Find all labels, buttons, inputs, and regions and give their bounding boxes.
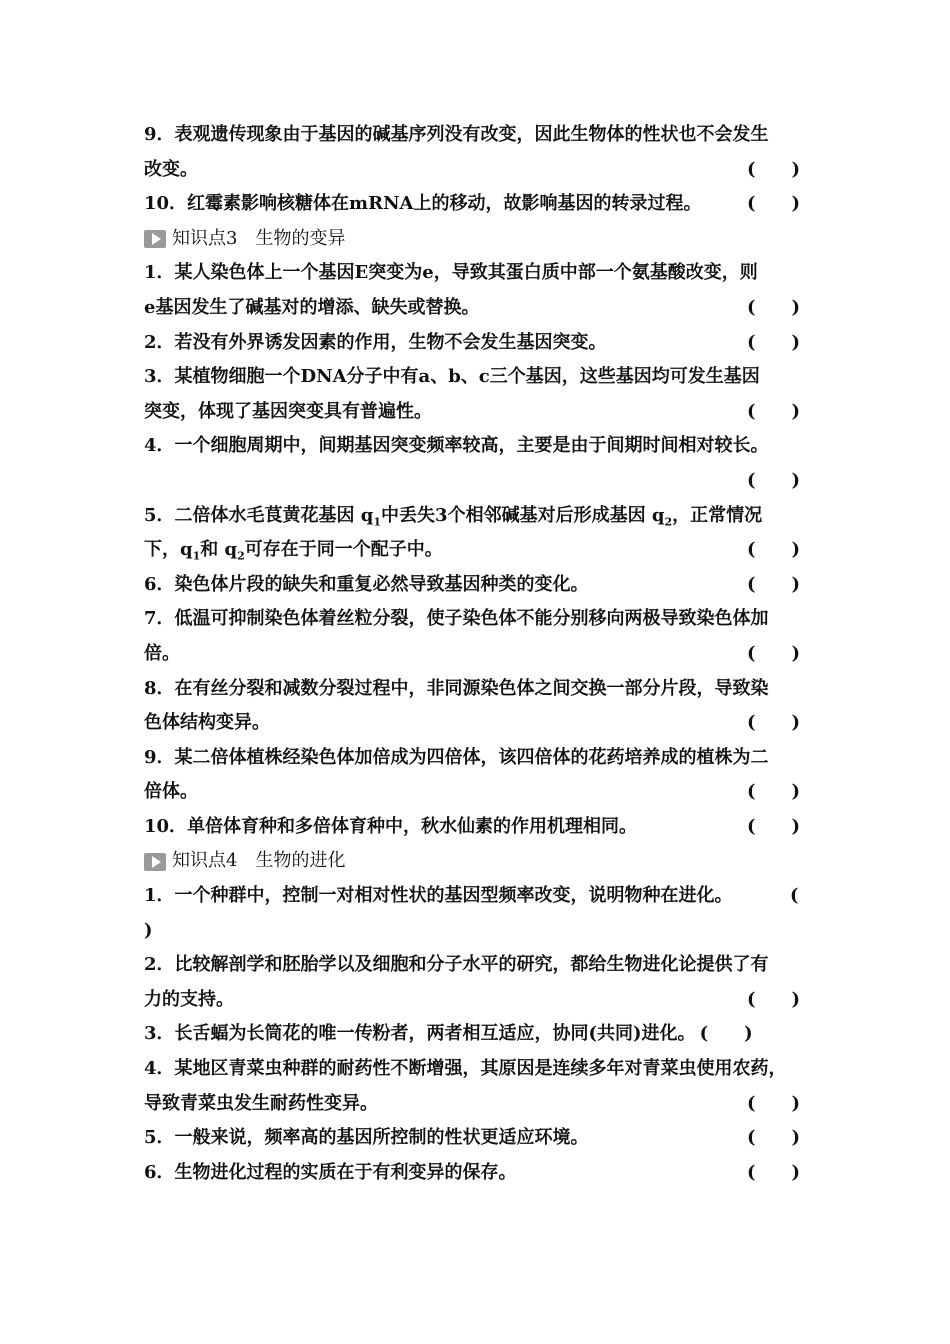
question-line (144, 291, 820, 326)
answer-blank[interactable]: ( ) (747, 469, 801, 491)
answer-blank[interactable]: ( ) (747, 158, 801, 180)
subscript: 2 (664, 515, 673, 529)
question-line (144, 672, 820, 707)
question-line (144, 395, 820, 430)
question-line (144, 153, 820, 188)
question-line (144, 1121, 820, 1156)
question-text: 在有丝分裂和减数分裂过程中，非同源染色体之间交换一部分片段，导致染 (174, 677, 769, 699)
question-text: 红霉素影响核糖体在mRNA上的移动，故影响基因的转录过程。 (187, 193, 702, 215)
question-number: 9． (144, 124, 175, 145)
question-line (144, 706, 820, 741)
answer-blank-open[interactable]: ( (790, 885, 799, 907)
question-text: 低温可抑制染色体着丝粒分裂，使子染色体不能分别移向两极导致染色体加 (174, 608, 769, 630)
section-title: 生物的进化 (255, 850, 346, 872)
question-line (144, 429, 820, 464)
question-text: 若没有外界诱发因素的作用，生物不会发生基因突变。 (174, 331, 607, 353)
answer-blank[interactable]: ( ) (747, 988, 801, 1010)
question-text: 色体结构变异。 (144, 712, 270, 734)
answer-blank[interactable]: ( ) (747, 815, 801, 837)
answer-blank[interactable]: ( ) (747, 193, 801, 215)
question-line (144, 464, 820, 499)
question-text: 表观遗传现象由于基因的碱基序列没有改变，因此生物体的性状也不会发生 (174, 124, 769, 145)
question-text: 改变。 (144, 158, 198, 180)
subscript: 1 (373, 515, 382, 529)
question-text: 力的支持。 (144, 988, 234, 1010)
answer-blank[interactable]: ( ) (747, 296, 801, 318)
subscript: 2 (237, 549, 245, 563)
question-number: 7． (144, 608, 175, 630)
question-number: 6． (144, 1161, 175, 1183)
document-body (144, 118, 820, 1190)
question-line (144, 256, 820, 291)
answer-blank[interactable]: ( ) (747, 1127, 801, 1149)
answer-blank[interactable]: ( ) (747, 331, 801, 353)
question-number: 5． (144, 1127, 175, 1149)
question-text: 倍。 (144, 642, 180, 664)
answer-blank[interactable]: ( ) (747, 1161, 801, 1183)
question-number: 5． (144, 504, 175, 526)
answer-blank[interactable]: ( ) (747, 712, 801, 734)
question-number: 10． (144, 815, 188, 837)
question-number: 6． (144, 573, 175, 595)
answer-blank-close[interactable]: ) (144, 919, 153, 941)
question-line (144, 1017, 820, 1052)
question-text: 某地区青菜虫种群的耐药性不断增强，其原因是连续多年对青菜虫使用农药， (174, 1058, 787, 1080)
question-number: 2． (144, 331, 175, 353)
question-line (144, 533, 820, 568)
question-number: 4． (144, 1058, 175, 1080)
question-line (144, 948, 820, 983)
question-line (144, 118, 820, 153)
question-line (144, 1052, 820, 1087)
question-text: 和 q (200, 539, 238, 561)
question-text: 某人染色体上一个基因E突变为e，导致其蛋白质中部一个氨基酸改变，则 (174, 262, 758, 284)
question-number: 10． (144, 193, 188, 215)
question-text: 可存在于同一个配子中。 (244, 539, 443, 561)
section-label: 知识点4 (172, 850, 238, 872)
question-text: e基因发生了碱基对的增添、缺失或替换。 (144, 296, 480, 318)
question-number: 1． (144, 262, 175, 284)
question-text: 二倍体水毛茛黄花基因 q (174, 504, 374, 526)
question-line (144, 983, 820, 1018)
section-heading (144, 222, 820, 257)
question-number: 4． (144, 435, 175, 457)
section-label: 知识点3 (172, 227, 238, 249)
question-text: 一个细胞周期中，间期基因突变频率较高，主要是由于间期时间相对较长。 (174, 435, 769, 457)
section-heading (144, 844, 820, 879)
question-text: 长舌蝠为长筒花的唯一传粉者，两者相互适应，协同(共同)进化。 (174, 1023, 696, 1045)
question-line (144, 499, 820, 534)
play-icon (144, 853, 166, 871)
question-line (144, 810, 820, 845)
question-number: 9． (144, 746, 175, 768)
question-line (144, 360, 820, 395)
play-icon (144, 230, 166, 248)
question-line (144, 637, 820, 672)
question-text: 一般来说，频率高的基因所控制的性状更适应环境。 (174, 1127, 589, 1149)
question-text: 某二倍体植株经染色体加倍成为四倍体，该四倍体的花药培养成的植株为二 (174, 746, 769, 768)
question-number: 2． (144, 954, 175, 976)
question-text: 一个种群中，控制一对相对性状的基因型频率改变，说明物种在进化。 (174, 885, 733, 907)
question-line (144, 879, 820, 914)
question-text: 中丢失3个相邻碱基对后形成基因 q (381, 504, 665, 526)
question-text: 倍体。 (144, 781, 198, 803)
question-number: 3． (144, 366, 175, 388)
question-line (144, 187, 820, 222)
answer-blank[interactable]: ( ) (747, 539, 801, 561)
question-text: 导致青菜虫发生耐药性变异。 (144, 1092, 378, 1114)
section-title: 生物的变异 (255, 227, 346, 249)
question-text: 染色体片段的缺失和重复必然导致基因种类的变化。 (174, 573, 589, 595)
question-text: ，正常情况 (672, 504, 763, 526)
answer-blank[interactable]: ( ) (747, 573, 801, 595)
answer-blank[interactable]: ( ) (699, 1023, 753, 1045)
question-line (144, 568, 820, 603)
question-text: 比较解剖学和胚胎学以及细胞和分子水平的研究，都给生物进化论提供了有 (174, 954, 769, 976)
question-number: 8． (144, 677, 175, 699)
answer-blank[interactable]: ( ) (747, 642, 801, 664)
question-text: 生物进化过程的实质在于有利变异的保存。 (174, 1161, 517, 1183)
question-text: 某植物细胞一个DNA分子中有a、b、c三个基因，这些基因均可发生基因 (174, 366, 760, 388)
question-text: 单倍体育种和多倍体育种中，秋水仙素的作用机理相同。 (187, 815, 638, 837)
question-line (144, 741, 820, 776)
answer-blank[interactable]: ( ) (747, 781, 801, 803)
question-text: 突变，体现了基因突变具有普遍性。 (144, 400, 432, 422)
subscript: 1 (192, 549, 201, 563)
question-line (144, 775, 820, 810)
question-number: 1． (144, 885, 175, 907)
question-line (144, 914, 820, 949)
answer-blank[interactable]: ( ) (747, 1092, 801, 1114)
question-line (144, 1156, 820, 1191)
question-line (144, 602, 820, 637)
question-number: 3． (144, 1023, 175, 1045)
question-text: 下，q (144, 539, 193, 561)
question-line (144, 326, 820, 361)
question-line (144, 1087, 820, 1122)
answer-blank[interactable]: ( ) (747, 400, 801, 422)
